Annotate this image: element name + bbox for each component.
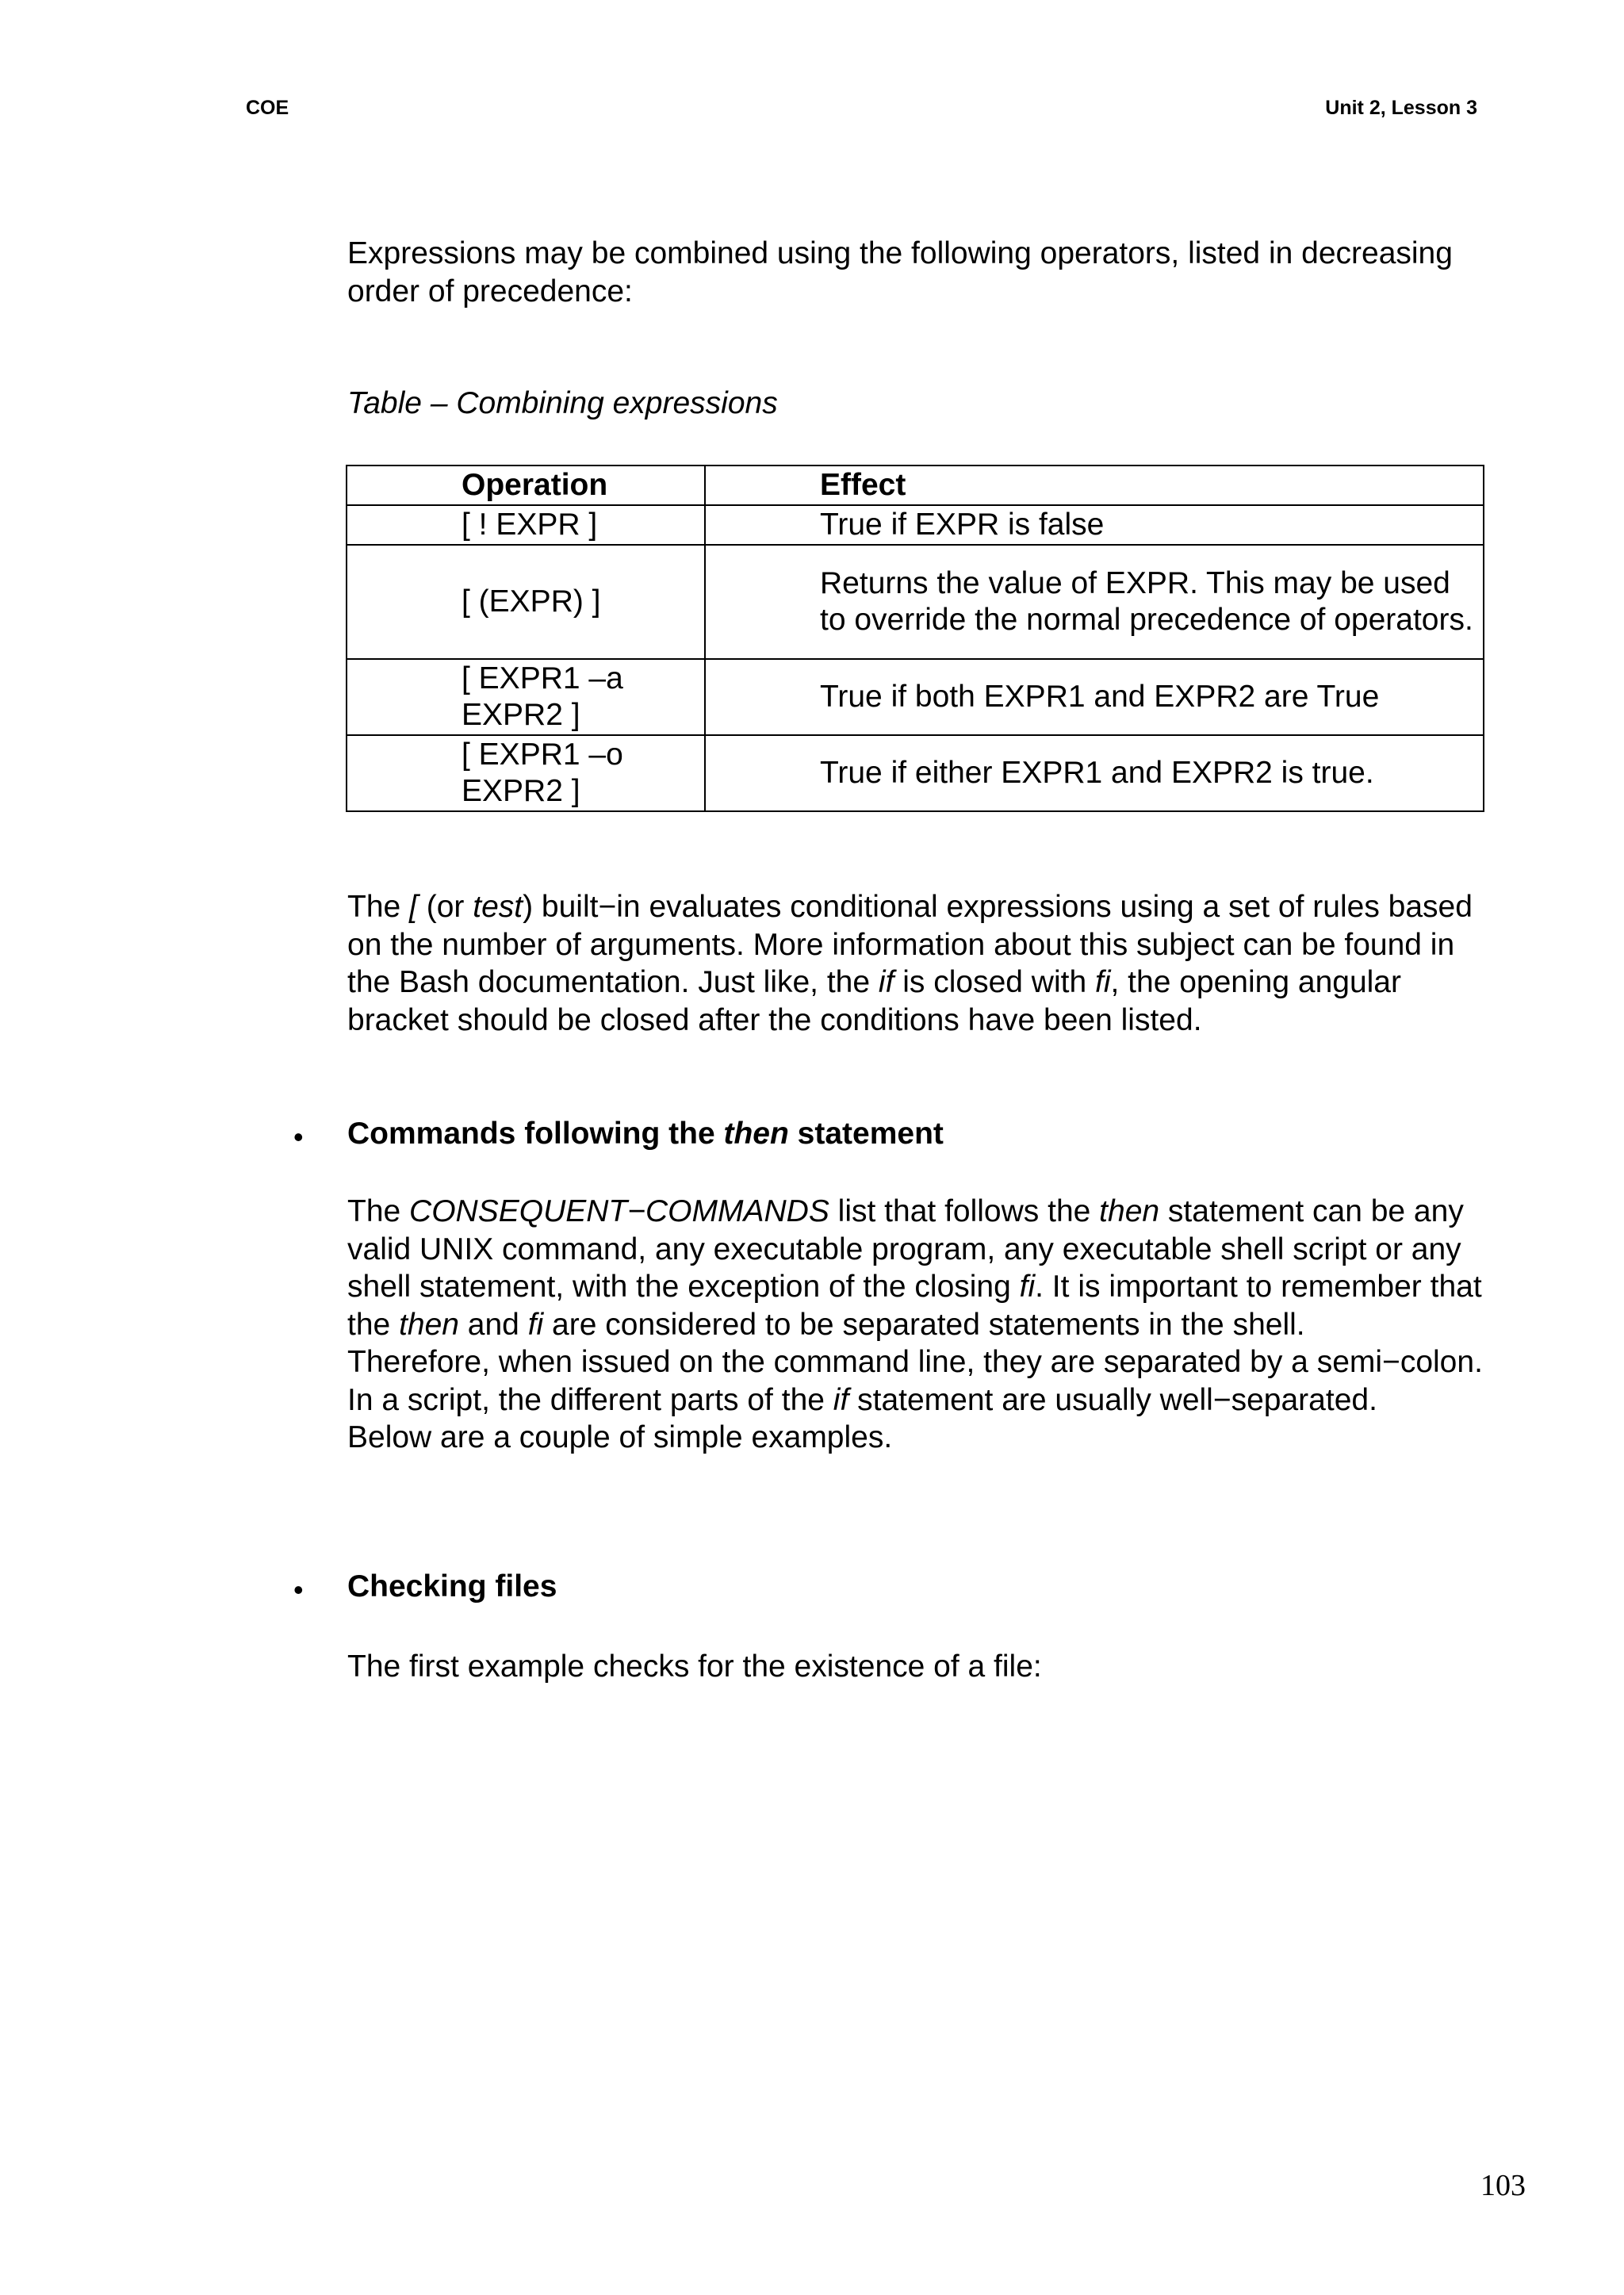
table-cell-operation: [ EXPR1 –o EXPR2 ] [347,735,705,811]
table-cell-operation: [ ! EXPR ] [347,505,705,545]
command-line-paragraph: Therefore, when issued on the command line, they are separated by a semi−colon. [347,1345,1483,1379]
bullet-icon: • [293,1121,304,1153]
page-number: 103 [1480,2169,1526,2202]
table-header-row [347,466,1484,505]
table-cell-effect: True if EXPR is false [705,505,1484,545]
table-header-operation: Operation [347,466,705,505]
consequent-commands-text [347,1193,1505,1457]
table-row [347,505,1484,545]
table-cell-effect: True if both EXPR1 and EXPR2 are True [705,659,1484,735]
table-cell-operation: [ (EXPR) ] [347,545,705,659]
page-header-left: COE [246,97,289,119]
page-header-right: Unit 2, Lesson 3 [1325,97,1477,119]
table-cell-operation: [ EXPR1 –a EXPR2 ] [347,659,705,735]
examples-paragraph: Below are a couple of simple examples. [347,1420,893,1454]
table-cell-effect: True if either EXPR1 and EXPR2 is true. [705,735,1484,811]
checking-files-paragraph: The first example checks for the existence of a file: [347,1649,1042,1684]
table-cell-effect: Returns the value of EXPR. This may be used to override the normal precedence of operators. [705,545,1484,659]
bullet-icon: • [293,1573,304,1606]
table-row [347,545,1484,659]
script-paragraph: In a script, the different parts of the if statement are usually well−separated. [347,1382,1377,1417]
intro-paragraph: Expressions may be combined using the following operators, listed in decreasing order of precedence: [347,236,1453,308]
operators-table [346,465,1484,812]
consequent-paragraph: The CONSEQUENT−COMMANDS list that follows the then statement can be any valid UNIX command, any executable program, any executable shell script or any shell statement, with the exception of the closing fi. It is important to remember that the then and fi are considered to be separated statements in the shell. [347,1194,1482,1342]
table-header-effect: Effect [705,466,1484,505]
section-heading-checking-files: Checking files [347,1569,557,1603]
test-builtin-paragraph: The [ (or test) built−in evaluates conditional expressions using a set of rules based on the number of arguments. More information about this subject can be found in the Bash documentation. Just like, the if is closed with fi, the opening angular bracket should be closed after the conditions have been listed. [347,890,1473,1037]
section-heading-then: Commands following the then statement [347,1117,944,1151]
table-row [347,735,1484,811]
table-caption: Table – Combining expressions [347,386,778,420]
table-row [347,659,1484,735]
